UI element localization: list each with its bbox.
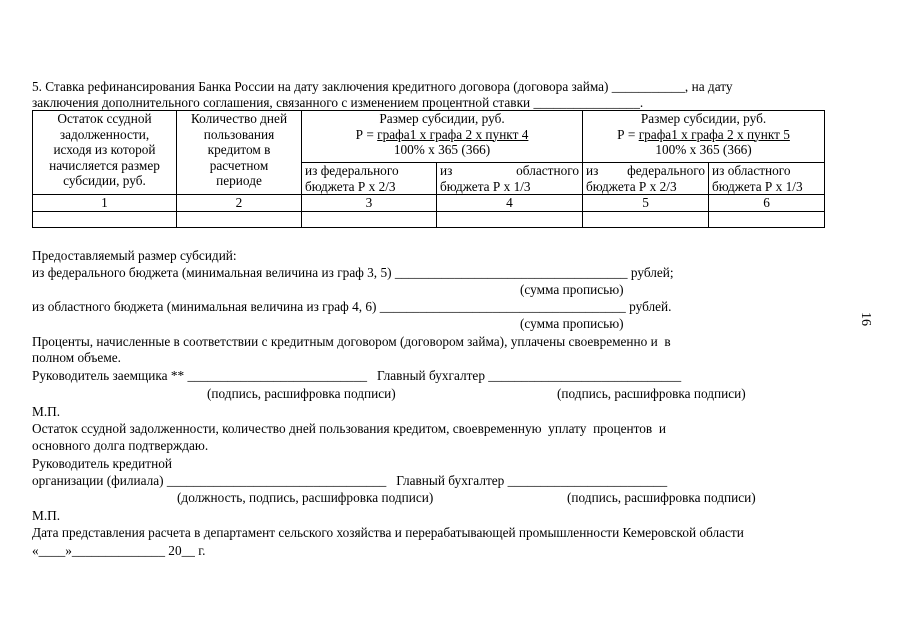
table-row-empty bbox=[33, 211, 825, 227]
table-row-numbers bbox=[33, 195, 825, 212]
bank-head-label: Руководитель кредитной bbox=[32, 456, 172, 471]
empty-cell[interactable] bbox=[33, 211, 177, 227]
empty-cell[interactable] bbox=[177, 211, 302, 227]
regional-amount-line: из областного бюджета (минимальная величина из граф 4, 6) _____________________________________ рублей. bbox=[32, 299, 672, 314]
sub-federal-2: из федерального бюджета Р х 2/3 bbox=[583, 163, 709, 195]
col-number: 1 bbox=[33, 195, 177, 212]
amount-caption-1: (сумма прописью) bbox=[520, 282, 624, 297]
empty-cell[interactable] bbox=[302, 211, 437, 227]
sub-federal-1: из федерального бюджета Р х 2/3 bbox=[302, 163, 437, 195]
empty-cell[interactable] bbox=[709, 211, 825, 227]
signature-caption-1: (подпись, расшифровка подписи) bbox=[207, 386, 396, 401]
submission-date-line: Дата представления расчета в департамент сельского хозяйства и перерабатывающей промышленности Кемеровской области bbox=[32, 525, 744, 540]
interest-paid-line: Проценты, начисленные в соответствии с кредитным договором (договором займа), уплачены своевременно и в bbox=[32, 334, 671, 349]
federal-amount-line: из федерального бюджета (минимальная величина из граф 3, 5) ___________________________________ рублей; bbox=[32, 265, 674, 280]
col-number: 4 bbox=[437, 195, 583, 212]
col-number: 2 bbox=[177, 195, 302, 212]
col-number: 3 bbox=[302, 195, 437, 212]
interest-paid-line-2: полном объеме. bbox=[32, 350, 121, 365]
header-group-1: Размер субсидии, руб. Р = графа1 х графа 2 х пункт 4 100% х 365 (366) bbox=[302, 111, 583, 163]
signature-caption-3: (должность, подпись, расшифровка подписи) bbox=[177, 490, 434, 505]
empty-cell[interactable] bbox=[583, 211, 709, 227]
col-number: 6 bbox=[709, 195, 825, 212]
header-group-2: Размер субсидии, руб. Р = графа1 х графа 2 х пункт 5 100% х 365 (366) bbox=[583, 111, 825, 163]
borrower-signature-line: Руководитель заемщика ** ___________________________ Главный бухгалтер _____________________________ bbox=[32, 368, 682, 383]
header-col1: Остаток ссудной задолженности, исходя из которой начисляется размер субсидии, руб. bbox=[33, 111, 177, 195]
subsidy-heading: Предоставляемый размер субсидий: bbox=[32, 248, 237, 263]
bank-signature-line: организации (филиала) _________________________________ Главный бухгалтер ________________________ bbox=[32, 473, 668, 488]
section5-line1: 5. Ставка рефинансирования Банка России на дату заключения кредитного договора (договора займа) ___________, на дату bbox=[32, 79, 733, 94]
date-field-line: «____»______________ 20__ г. bbox=[32, 543, 206, 558]
page-number: 16 bbox=[858, 312, 873, 326]
empty-cell[interactable] bbox=[437, 211, 583, 227]
stamp-label-2: М.П. bbox=[32, 508, 61, 523]
stamp-label-1: М.П. bbox=[32, 404, 61, 419]
amount-caption-2: (сумма прописью) bbox=[520, 316, 624, 331]
sub-regional-1: из областного бюджета Р х 1/3 bbox=[437, 163, 583, 195]
section5-line2: заключения дополнительного соглашения, связанного с изменением процентной ставки ________________. bbox=[32, 95, 644, 110]
confirmation-line: Остаток ссудной задолженности, количество дней пользования кредитом, своевременную уплату процентов и bbox=[32, 421, 666, 436]
confirmation-line-2: основного долга подтверждаю. bbox=[32, 438, 209, 453]
signature-caption-2: (подпись, расшифровка подписи) bbox=[557, 386, 746, 401]
signature-caption-4: (подпись, расшифровка подписи) bbox=[567, 490, 756, 505]
col-number: 5 bbox=[583, 195, 709, 212]
subsidy-table bbox=[32, 110, 825, 228]
sub-regional-2: из областного бюджета Р х 1/3 bbox=[709, 163, 825, 195]
header-col2: Количество дней пользования кредитом в расчетном периоде bbox=[177, 111, 302, 195]
